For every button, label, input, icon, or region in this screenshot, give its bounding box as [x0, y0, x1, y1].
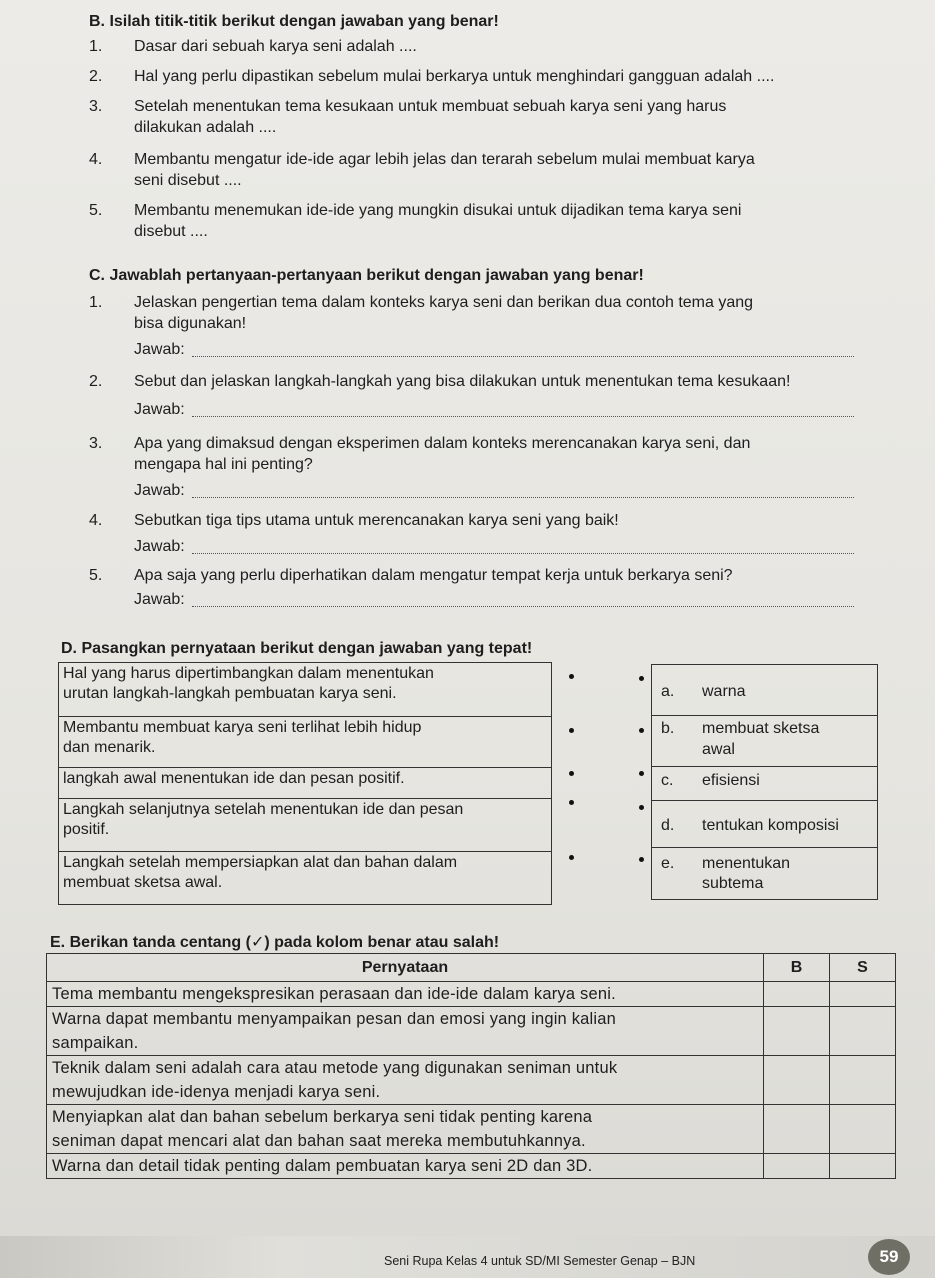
c-answer-line-4[interactable]: [192, 539, 854, 554]
c-item-4: 4. Sebutkan tiga tips utama untuk merencanakan karya seni yang baik!: [89, 512, 619, 529]
b-item-3: 3. Setelah menentukan tema kesukaan untuk membuat sebuah karya seni yang harus dilakukan adalah ....: [89, 98, 727, 136]
answer-c-connector[interactable]: [639, 771, 644, 776]
b-item-5: 5. Membantu menemukan ide-ide yang mungkin disukai untuk dijadikan tema karya seni disebut ....: [89, 202, 742, 240]
false-checkbox-cell[interactable]: [830, 1154, 896, 1179]
c-item-3: 3. Apa yang dimaksud dengan eksperimen dalam konteks merencanakan karya seni, dan mengapa hal ini penting?: [89, 435, 751, 473]
answer-b: b. membuat sketsa awal: [652, 716, 877, 767]
statement-cell: Warna dan detail tidak penting dalam pembuatan karya seni 2D dan 3D.: [47, 1154, 764, 1179]
false-checkbox-cell[interactable]: [830, 982, 896, 1007]
statement-2: Membantu membuat karya seni terlihat lebih hidup dan menarik.: [59, 717, 551, 768]
statement-5-connector[interactable]: [569, 855, 574, 860]
c-answer-label-5: Jawab:: [134, 591, 185, 608]
table-row: [47, 1056, 896, 1105]
true-checkbox-cell[interactable]: [764, 1056, 830, 1105]
true-false-table: [46, 953, 896, 1179]
c-answer-line-5[interactable]: [192, 592, 854, 607]
col-true-header: B: [764, 954, 830, 982]
answer-d: d. tentukan komposisi: [652, 801, 877, 848]
table-row: [47, 982, 896, 1007]
c-answer-line-1[interactable]: [192, 342, 854, 357]
c-answer-line-3[interactable]: [192, 483, 854, 498]
c-answer-label-4: Jawab:: [134, 538, 185, 555]
section-b-heading: B. Isilah titik-titik berikut dengan jawaban yang benar!: [89, 13, 499, 30]
false-checkbox-cell[interactable]: [830, 1056, 896, 1105]
col-statement-header: Pernyataan: [47, 954, 764, 982]
answer-e-connector[interactable]: [639, 857, 644, 862]
b-item-4: 4. Membantu mengatur ide-ide agar lebih jelas dan terarah sebelum mulai membuat karya seni disebut ....: [89, 151, 755, 189]
answer-a: a. warna: [652, 665, 877, 716]
statement-4: Langkah selanjutnya setelah menentukan ide dan pesan positif.: [59, 799, 551, 852]
section-c-heading: C. Jawablah pertanyaan-pertanyaan berikut dengan jawaban yang benar!: [89, 267, 644, 284]
c-item-5: 5. Apa saja yang perlu diperhatikan dalam mengatur tempat kerja untuk berkarya seni?: [89, 567, 733, 584]
c-item-2: 2. Sebut dan jelaskan langkah-langkah yang bisa dilakukan untuk menentukan tema kesukaan!: [89, 373, 791, 390]
statement-cell: Menyiapkan alat dan bahan sebelum berkarya seni tidak penting karena seniman dapat mencari alat dan bahan saat mereka membutuhkannya.: [47, 1105, 764, 1154]
b-item-2: 2. Hal yang perlu dipastikan sebelum mulai berkarya untuk menghindari gangguan adalah ....: [89, 68, 775, 85]
c-answer-label-3: Jawab:: [134, 482, 185, 499]
statements-box: [58, 662, 552, 905]
c-answer-line-2[interactable]: [192, 402, 854, 417]
statement-4-connector[interactable]: [569, 800, 574, 805]
table-row: [47, 1007, 896, 1056]
statement-5: Langkah setelah mempersiapkan alat dan bahan dalam membuat sketsa awal.: [59, 852, 551, 905]
statement-cell: Warna dapat membantu menyampaikan pesan dan emosi yang ingin kalian sampaikan.: [47, 1007, 764, 1056]
true-checkbox-cell[interactable]: [764, 1154, 830, 1179]
c-item-1: 1. Jelaskan pengertian tema dalam konteks karya seni dan berikan dua contoh tema yang bisa digunakan!: [89, 294, 754, 332]
c-answer-label-1: Jawab:: [134, 341, 185, 358]
statement-1-connector[interactable]: [569, 674, 574, 679]
statement-1: Hal yang harus dipertimbangkan dalam menentukan urutan langkah-langkah pembuatan karya seni.: [59, 663, 551, 717]
answer-e: e. menentukan subtema: [652, 848, 877, 900]
false-checkbox-cell[interactable]: [830, 1105, 896, 1154]
table-row: [47, 1154, 896, 1179]
statement-cell: Tema membantu mengekspresikan perasaan dan ide-ide dalam karya seni.: [47, 982, 764, 1007]
statement-cell: Teknik dalam seni adalah cara atau metode yang digunakan seniman untuk mewujudkan ide-idenya menjadi karya seni.: [47, 1056, 764, 1105]
answers-box: [651, 664, 878, 900]
statement-2-connector[interactable]: [569, 728, 574, 733]
answer-a-connector[interactable]: [639, 676, 644, 681]
c-answer-label-2: Jawab:: [134, 401, 185, 418]
section-e-heading: E. Berikan tanda centang (✓) pada kolom benar atau salah!: [50, 934, 500, 951]
statement-3-connector[interactable]: [569, 771, 574, 776]
answer-b-connector[interactable]: [639, 728, 644, 733]
statement-3: langkah awal menentukan ide dan pesan positif.: [59, 768, 551, 799]
table-row: [47, 1105, 896, 1154]
table-header: [47, 954, 896, 982]
true-checkbox-cell[interactable]: [764, 1105, 830, 1154]
page-number-badge: 59: [868, 1239, 910, 1275]
false-checkbox-cell[interactable]: [830, 1007, 896, 1056]
answer-c: c. efisiensi: [652, 767, 877, 801]
true-checkbox-cell[interactable]: [764, 982, 830, 1007]
col-false-header: S: [830, 954, 896, 982]
answer-d-connector[interactable]: [639, 805, 644, 810]
footer-book-title: Seni Rupa Kelas 4 untuk SD/MI Semester Genap – BJN: [384, 1254, 696, 1268]
section-d-heading: D. Pasangkan pernyataan berikut dengan jawaban yang tepat!: [61, 640, 533, 657]
b-item-1: 1. Dasar dari sebuah karya seni adalah ....: [89, 38, 417, 55]
true-checkbox-cell[interactable]: [764, 1007, 830, 1056]
